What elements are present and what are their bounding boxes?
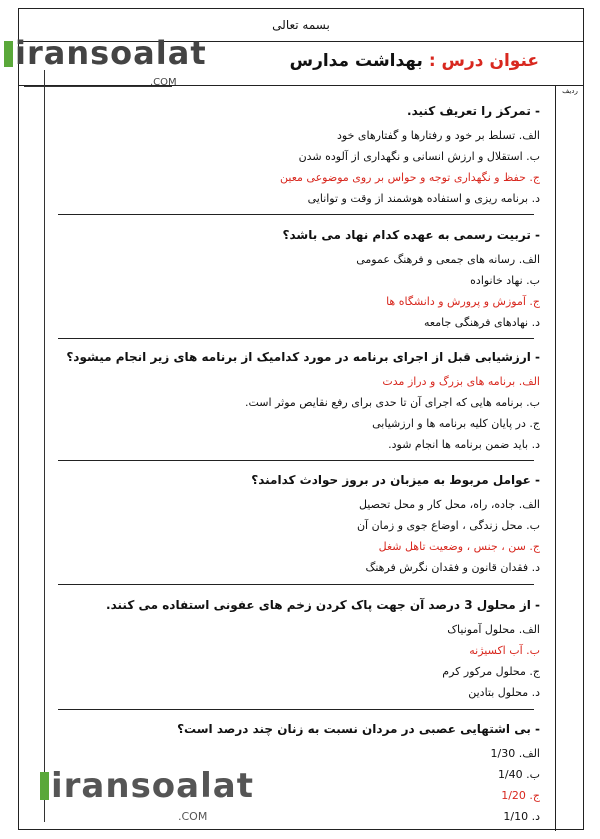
question-2: [70, 228, 540, 333]
row-number-column-divider: [555, 85, 556, 831]
option-a: الف. جاده، راه، محل کار و محل تحصیل: [358, 498, 540, 511]
option-b-correct: ب. آب اکسیژنه: [469, 644, 540, 657]
question-stem: - از محلول 3 درصد آن جهت پاک کردن زخم های عفونی استفاده می کنند.: [106, 598, 540, 612]
question-stem: - ارزشیابی قبل از اجرای برنامه در مورد کدامیک از برنامه های زیر انجام میشود؟: [66, 350, 540, 364]
question-separator: [58, 214, 534, 215]
option-c-correct: ج. حفظ و نگهداری توجه و حواس بر روی موضوعی معین: [280, 171, 540, 184]
logo-text: iransoalat: [15, 34, 207, 72]
option-c-correct: ج. سن ، جنس ، وضعیت تاهل شغل: [378, 540, 540, 553]
question-5: [70, 598, 540, 703]
option-c: ج. در پایان کلیه برنامه ها و ارزشیابی: [372, 417, 540, 430]
option-d: د. نهادهای فرهنگی جامعه: [424, 316, 540, 329]
logo-mark-icon: [4, 41, 13, 67]
option-b: ب. 1/40: [497, 768, 540, 781]
watermark-text: iransoalat: [51, 766, 254, 806]
option-d: د. برنامه ریزی و استفاده هوشمند از وقت و توانایی: [307, 192, 540, 205]
option-c-correct: ج. آموزش و پرورش و دانشگاه ها: [386, 295, 540, 308]
question-stem: - تربیت رسمی به عهده کدام نهاد می باشد؟: [282, 228, 540, 242]
option-b: ب. برنامه هایی که اجرای آن تا حدی برای رفع نقایص موثر است.: [245, 396, 540, 409]
margin-line: [44, 70, 45, 822]
option-b: ب. استقلال و ارزش انسانی و نگهداری از آلوده شدن: [298, 150, 540, 163]
question-separator: [58, 460, 534, 461]
option-d: د. 1/10: [503, 810, 540, 823]
course-title-row: [290, 51, 539, 71]
question-3: [66, 350, 540, 455]
question-stem: - تمرکز را تعریف کنید.: [407, 104, 540, 118]
option-d: د. باید ضمن برنامه ها انجام شود.: [388, 438, 540, 451]
question-separator: [58, 709, 534, 710]
course-title: بهداشت مدارس: [289, 51, 423, 71]
question-stem: - بی اشتهایی عصبی در مردان نسبت به زنان چند درصد است؟: [177, 722, 540, 736]
brand-logo: [4, 36, 207, 70]
option-a: الف. محلول آمونیاک: [447, 623, 540, 636]
bismillah-text: بسمه تعالی: [272, 18, 330, 32]
row-number-column-label: ردیف: [562, 87, 578, 95]
question-4: [70, 473, 540, 578]
option-a: الف. 1/30: [490, 747, 540, 760]
option-a: الف. رسانه های جمعی و فرهنگ عمومی: [356, 253, 540, 266]
watermark-logo: [40, 768, 254, 804]
option-b: ب. محل زندگی ، اوضاع جوی و زمان آن: [356, 519, 540, 532]
watermark-suffix: .COM: [178, 810, 208, 823]
question-separator: [58, 584, 534, 585]
question-1: [70, 104, 540, 209]
watermark-mark-icon: [40, 772, 49, 800]
course-label: عنوان درس :: [428, 51, 539, 71]
option-c: ج. محلول مرکور کرم: [442, 665, 540, 678]
option-d: د. فقدان قانون و فقدان نگرش فرهنگ: [365, 561, 540, 574]
option-b: ب. نهاد خانواده: [470, 274, 540, 287]
question-separator: [58, 338, 534, 339]
option-d: د. محلول بتادین: [468, 686, 540, 699]
logo-suffix: .COM: [150, 77, 177, 88]
option-c-correct: ج. 1/20: [501, 789, 540, 802]
option-a-correct: الف. برنامه های بزرگ و دراز مدت: [382, 375, 540, 388]
option-a: الف. تسلط بر خود و رفتارها و گفتارهای خود: [337, 129, 540, 142]
question-stem: - عوامل مربوط به میزبان در بروز حوادث کدامند؟: [251, 473, 540, 487]
